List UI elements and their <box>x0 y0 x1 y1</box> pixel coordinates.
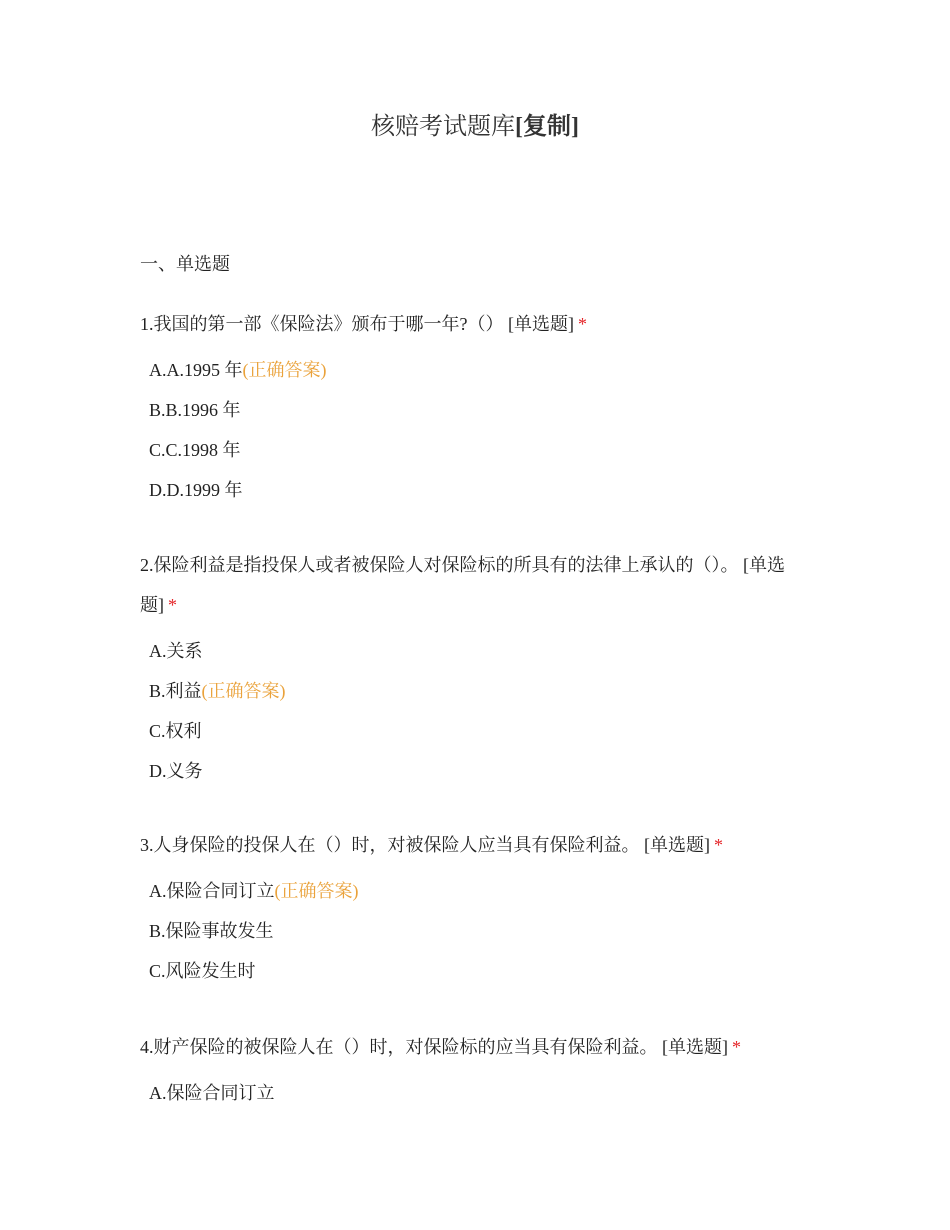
question-stem <box>140 825 810 865</box>
question-text: 2.保险利益是指投保人或者被保险人对保险标的所具有的法律上承认的（）。 <box>140 555 739 575</box>
document-title <box>0 110 950 144</box>
question-text: 3.人身保险的投保人在（）时，对被保险人应当具有保险利益。 <box>140 835 640 855</box>
correct-answer-tag: (正确答案) <box>242 360 327 380</box>
question-text: 1.我国的第一部《保险法》颁布于哪一年?（） <box>140 314 504 334</box>
option-label: C.权利 <box>149 721 202 741</box>
option-label: D.D.1999 年 <box>149 480 243 500</box>
document-title-suffix: [复制] <box>515 114 579 140</box>
question-2 <box>140 545 810 791</box>
option-list <box>149 1073 810 1113</box>
question-stem <box>140 1027 810 1067</box>
correct-answer-tag: (正确答案) <box>274 881 359 901</box>
option-b[interactable] <box>149 390 810 430</box>
question-stem <box>140 545 810 625</box>
option-d[interactable] <box>149 751 810 791</box>
option-label: D.义务 <box>149 761 203 781</box>
question-type-label: [单选题] <box>662 1037 728 1057</box>
document-title-main: 核赔考试题库 <box>371 114 515 140</box>
option-c[interactable] <box>149 430 810 470</box>
required-mark: * <box>714 835 723 855</box>
option-list <box>149 631 810 791</box>
option-label: B.B.1996 年 <box>149 400 241 420</box>
option-label: A.保险合同订立 <box>149 881 275 901</box>
option-label: A.A.1995 年 <box>149 360 243 380</box>
question-text: 4.财产保险的被保险人在（）时，对保险标的应当具有保险利益。 <box>140 1037 658 1057</box>
option-d[interactable] <box>149 470 810 510</box>
question-type-label: [单选题] <box>508 314 574 334</box>
option-b[interactable] <box>149 671 810 711</box>
correct-answer-tag: (正确答案) <box>201 681 286 701</box>
option-label: B.保险事故发生 <box>149 921 274 941</box>
option-list <box>149 871 810 991</box>
question-1 <box>140 304 810 510</box>
option-label: C.C.1998 年 <box>149 440 241 460</box>
option-a[interactable] <box>149 350 810 390</box>
option-a[interactable] <box>149 871 810 911</box>
option-c[interactable] <box>149 711 810 751</box>
question-type-label: [单选题] <box>140 555 785 615</box>
question-type-label: [单选题] <box>644 835 710 855</box>
question-4 <box>140 1027 810 1113</box>
required-mark: * <box>168 595 177 615</box>
question-stem <box>140 304 810 344</box>
option-label: B.利益 <box>149 681 202 701</box>
option-c[interactable] <box>149 951 810 991</box>
required-mark: * <box>578 314 587 334</box>
required-mark: * <box>732 1037 741 1057</box>
option-a[interactable] <box>149 1073 810 1113</box>
question-3 <box>140 825 810 991</box>
option-a[interactable] <box>149 631 810 671</box>
option-b[interactable] <box>149 911 810 951</box>
option-list <box>149 350 810 510</box>
option-label: A.保险合同订立 <box>149 1083 275 1103</box>
section-title: 一、单选题 <box>140 254 230 274</box>
option-label: A.关系 <box>149 641 203 661</box>
option-label: C.风险发生时 <box>149 961 256 981</box>
